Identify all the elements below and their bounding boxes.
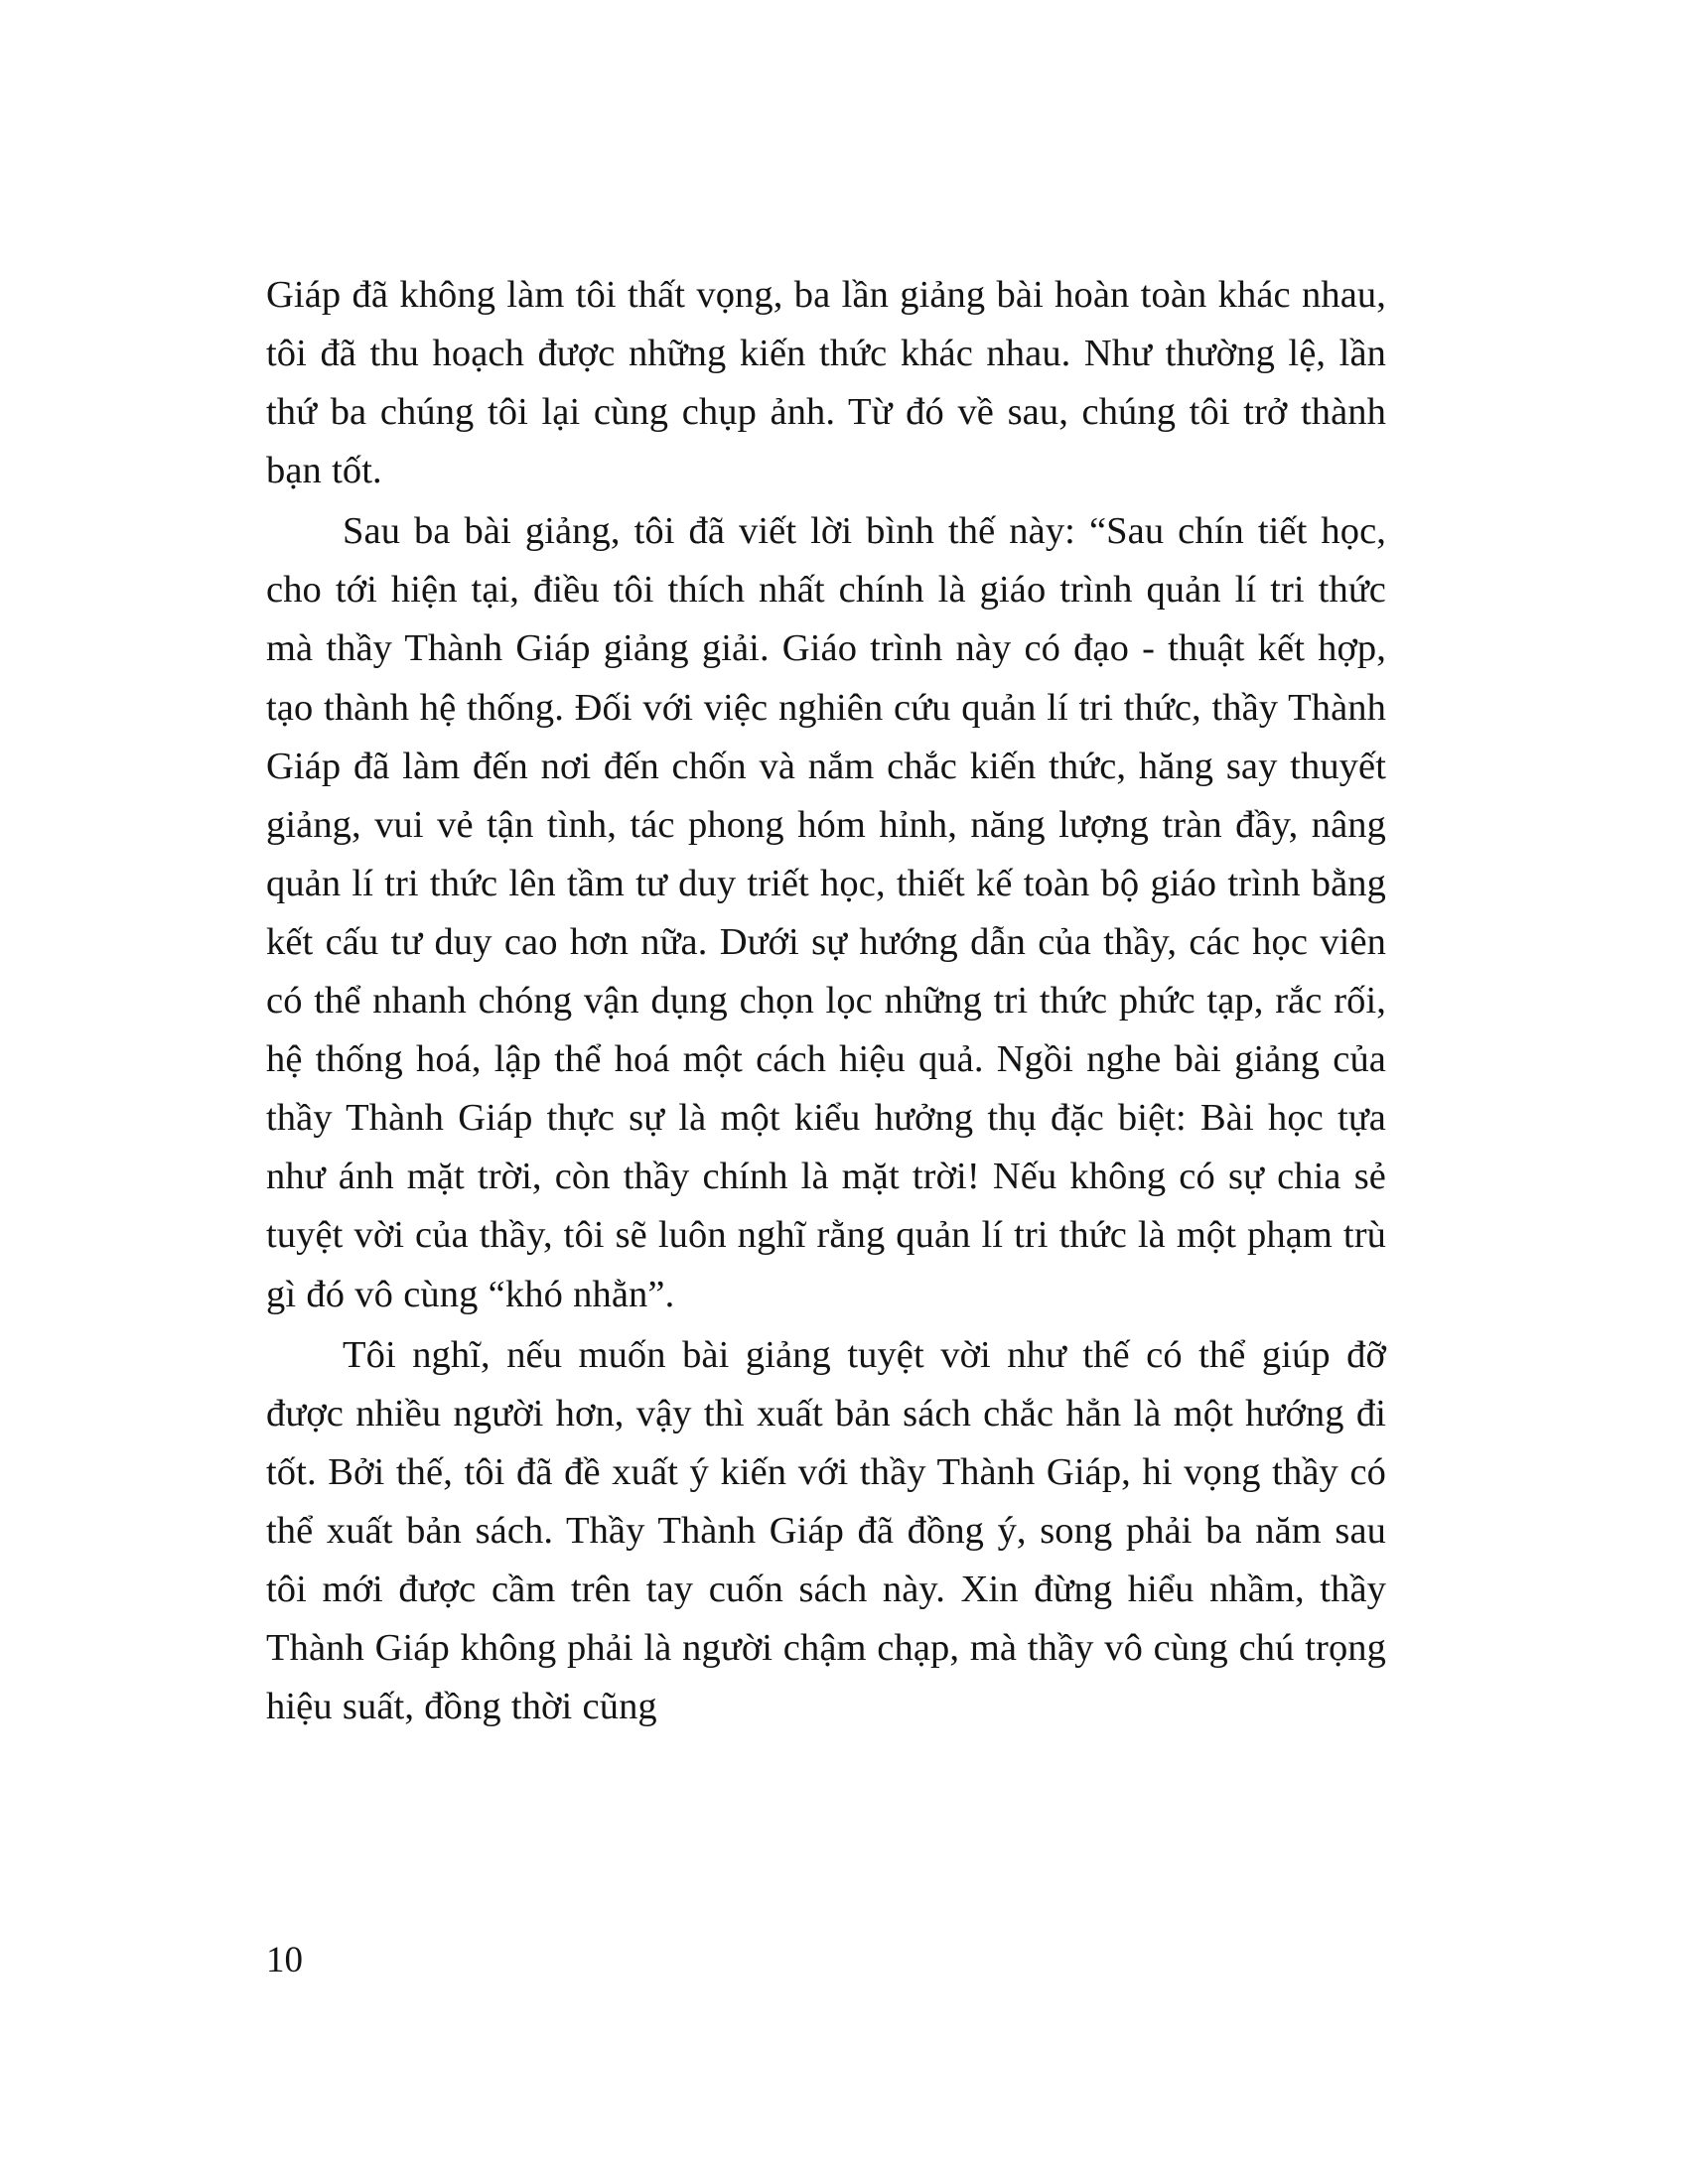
page-number: 10 xyxy=(266,1940,303,1980)
paragraph-1: Giáp đã không làm tôi thất vọng, ba lần giảng bài hoàn toàn khác nhau, tôi đã thu hoạch được những kiến thức khác nhau. Như thường lệ, lần thứ ba chúng tôi lại cùng chụp ảnh. Từ đó về sau, chúng tôi trở thành bạn tốt. xyxy=(266,274,1386,492)
paragraph-3: Tôi nghĩ, nếu muốn bài giảng tuyệt vời như thế có thể giúp đỡ được nhiều người hơn, vậy thì xuất bản sách chắc hẳn là một hướng đi tốt. Bởi thế, tôi đã đề xuất ý kiến với thầy Thành Giáp, hi vọng thầy có thể xuất bản sách. Thầy Thành Giáp đã đồng ý, song phải ba năm sau tôi mới được cầm trên tay cuốn sách này. Xin đừng hiểu nhầm, thầy Thành Giáp không phải là người chậm chạp, mà thầy vô cùng chú trọng hiệu suất, đồng thời cũng xyxy=(266,1333,1386,1728)
paragraph-2: Sau ba bài giảng, tôi đã viết lời bình thế này: “Sau chín tiết học, cho tới hiện tại, điều tôi thích nhất chính là giáo trình quản lí tri thức mà thầy Thành Giáp giảng giải. Giáo trình này có đạo - thuật kết hợp, tạo thành hệ thống. Đối với việc nghiên cứu quản lí tri thức, thầy Thành Giáp đã làm đến nơi đến chốn và nắm chắc kiến thức, hăng say thuyết giảng, vui vẻ tận tình, tác phong hóm hỉnh, năng lượng tràn đầy, nâng quản lí tri thức lên tầm tư duy triết học, thiết kế toàn bộ giáo trình bằng kết cấu tư duy cao hơn nữa. Dưới sự hướng dẫn của thầy, các học viên có thể nhanh chóng vận dụng chọn lọc những tri thức phức tạp, rắc rối, hệ thống hoá, lập thể hoá một cách hiệu quả. Ngồi nghe bài giảng của thầy Thành Giáp thực sự là một kiểu hưởng thụ đặc biệt: Bài học tựa như ánh mặt trời, còn thầy chính là mặt trời! Nếu không có sự chia sẻ tuyệt vời của thầy, tôi sẽ luôn nghĩ rằng quản lí tri thức là một phạm trù gì đó vô cùng “khó nhằn”. xyxy=(266,510,1386,1315)
body-text-column xyxy=(266,266,1386,1736)
